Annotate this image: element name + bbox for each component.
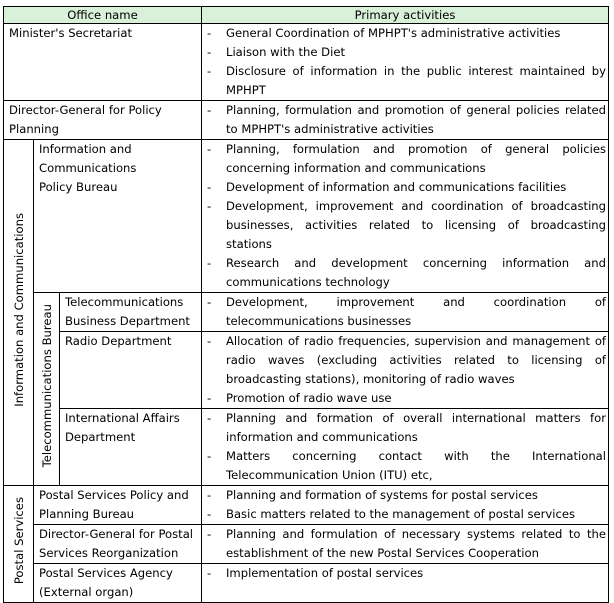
table-row	[4, 409, 609, 486]
activities-cell	[202, 140, 609, 293]
office-name: Director-General for Policy Planning	[4, 101, 202, 140]
header-office-name: Office name	[4, 7, 202, 24]
activity-item: - Planning and formation of overall international matters for information and communications	[202, 409, 606, 447]
activity-item: - Planning, formulation and promotion of general policies related to MPHPT's administrative activities	[202, 101, 606, 139]
header-row	[4, 7, 609, 24]
activity-list	[202, 486, 606, 524]
activity-item: - Promotion of radio wave use	[202, 389, 606, 408]
group-label: Postal Services	[11, 497, 26, 585]
activity-item: - Planning and formation of systems for postal services	[202, 486, 606, 505]
table-row	[4, 564, 609, 603]
office-name: Radio Department	[60, 332, 202, 409]
activity-list	[202, 101, 606, 139]
activity-item: - Liaison with the Diet	[202, 43, 606, 62]
activities-cell	[202, 564, 609, 603]
activity-list	[202, 24, 606, 100]
office-name: Minister's Secretariat	[4, 24, 202, 101]
table-row	[4, 140, 609, 293]
office-name: Information and Communications Policy Bureau	[34, 140, 202, 293]
activity-list	[202, 293, 606, 331]
activities-cell	[202, 409, 609, 486]
activity-item: - General Coordination of MPHPT's administrative activities	[202, 24, 606, 43]
office-name: International Affairs Department	[60, 409, 202, 486]
table-row	[4, 24, 609, 101]
office-name: Postal Services Agency (External organ)	[34, 564, 202, 603]
activity-item: - Development, improvement and coordination of telecommunications businesses	[202, 293, 606, 331]
table-row	[4, 332, 609, 409]
office-name: Director-General for Postal Services Reorganization	[34, 525, 202, 564]
group-label: Telecommunications Bureau	[39, 304, 54, 468]
activities-cell	[202, 486, 609, 525]
activity-item: - Development of information and communications facilities	[202, 178, 606, 197]
activities-cell	[202, 101, 609, 140]
activities-cell	[202, 24, 609, 101]
activity-list	[202, 409, 606, 485]
activity-item: - Development, improvement and coordination of broadcasting businesses, activities related to licensing of broadcasting stations	[202, 197, 606, 254]
activity-item: - Allocation of radio frequencies, supervision and management of radio waves (excluding activities related to licensing of broadcasting stations), monitoring of radio waves	[202, 332, 606, 389]
activity-list	[202, 525, 606, 563]
group-telecommunications-bureau	[34, 293, 60, 486]
activity-item: - Planning, formulation and promotion of general policies concerning information and communications	[202, 140, 606, 178]
page	[3, 6, 609, 603]
table-row	[4, 486, 609, 525]
activity-item: - Disclosure of information in the public interest maintained by MPHPT	[202, 62, 606, 100]
activity-item: - Research and development concerning information and communications technology	[202, 254, 606, 292]
activity-item: - Basic matters related to the management of postal services	[202, 505, 606, 524]
group-label: Information and Communications	[11, 212, 26, 407]
activity-item: - Planning and formulation of necessary systems related to the establishment of the new Postal Services Cooperation	[202, 525, 606, 563]
activity-list	[202, 140, 606, 292]
header-primary-activities: Primary activities	[202, 7, 609, 24]
activity-list	[202, 564, 606, 583]
activities-cell	[202, 332, 609, 409]
office-activities-table	[3, 6, 609, 603]
table-row	[4, 101, 609, 140]
activity-item: - Matters concerning contact with the International Telecommunication Union (ITU) etc,	[202, 447, 606, 485]
activity-list	[202, 332, 606, 408]
table-row	[4, 525, 609, 564]
activities-cell	[202, 293, 609, 332]
group-information-communications	[4, 140, 34, 486]
activity-item: - Implementation of postal services	[202, 564, 606, 583]
office-name: Postal Services Policy and Planning Bureau	[34, 486, 202, 525]
activities-cell	[202, 525, 609, 564]
office-name: Telecommunications Business Department	[60, 293, 202, 332]
table-row	[4, 293, 609, 332]
group-postal-services	[4, 486, 34, 603]
